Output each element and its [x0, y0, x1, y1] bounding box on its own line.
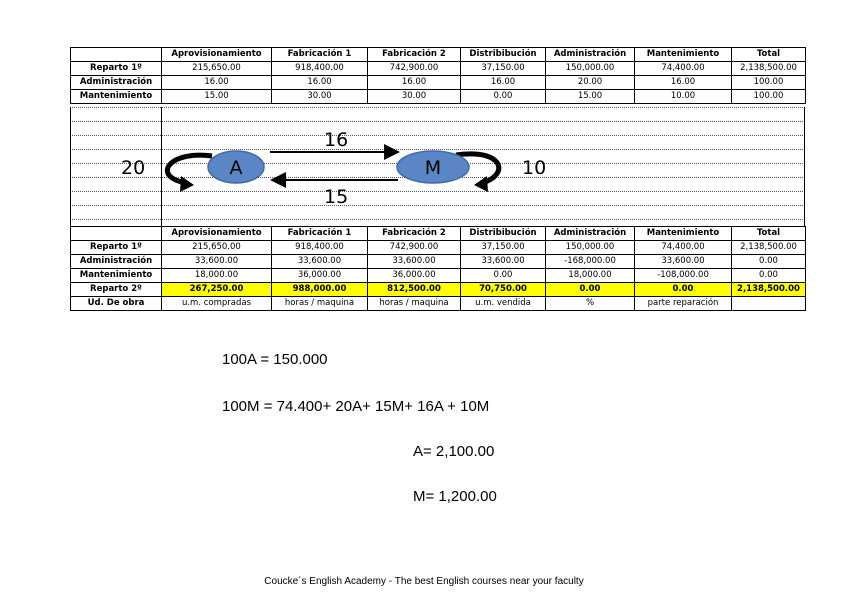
table-cell: 30.00	[272, 90, 368, 104]
table-cell: 74,400.00	[635, 62, 732, 76]
table-cell: 267,250.00	[162, 283, 272, 297]
row-label: Reparto 1º	[71, 241, 162, 255]
table-cell: 2,138,500.00	[732, 283, 806, 297]
cost-table-second-distribution	[70, 226, 806, 311]
table-cell: 100.00	[732, 90, 806, 104]
table-cell: 15.00	[162, 90, 272, 104]
table-cell: 16.00	[461, 76, 546, 90]
self-loop-a	[167, 155, 212, 183]
table-cell: 20.00	[546, 76, 635, 90]
row-label: Mantenimiento	[71, 269, 162, 283]
table-cell: 37,150.00	[461, 62, 546, 76]
node-a-label: A	[229, 157, 243, 179]
table-row	[71, 255, 806, 269]
table-cell: 36,000.00	[272, 269, 368, 283]
table-cell: %	[546, 297, 635, 311]
header-cell: Aprovisionamiento	[162, 227, 272, 241]
table-cell: 0.00	[732, 269, 806, 283]
header-cell: Administración	[546, 48, 635, 62]
table-header-row	[71, 227, 806, 241]
table-cell: 33,600.00	[272, 255, 368, 269]
table-cell: 33,600.00	[461, 255, 546, 269]
self-loop-m-value: 10	[522, 157, 547, 179]
table-cell: 215,650.00	[162, 241, 272, 255]
solution-m: M= 1,200.00	[413, 488, 497, 505]
table-cell: 30.00	[368, 90, 461, 104]
header-cell: Mantenimiento	[635, 48, 732, 62]
table-cell: 150,000.00	[546, 62, 635, 76]
row-label: Administración	[71, 76, 162, 90]
header-cell: Distribibución	[461, 48, 546, 62]
header-cell: Total	[732, 227, 806, 241]
arrow-m-to-a-value: 15	[324, 186, 349, 208]
arrow-a-to-m-value: 16	[324, 129, 349, 151]
table-cell: 742,900.00	[368, 241, 461, 255]
table-cell: horas / maquina	[368, 297, 461, 311]
self-loop-a-value: 20	[121, 157, 146, 179]
table-cell: 74,400.00	[635, 241, 732, 255]
row-label: Administración	[71, 255, 162, 269]
equation-maintenance: 100M = 74.400+ 20A+ 15M+ 16A + 10M	[222, 398, 490, 415]
table-cell: 0.00	[635, 283, 732, 297]
table-cell: 37,150.00	[461, 241, 546, 255]
table-cell: 33,600.00	[635, 255, 732, 269]
table-cell: 2,138,500.00	[732, 62, 806, 76]
table-cell: 918,400.00	[272, 241, 368, 255]
table-cell: 15.00	[546, 90, 635, 104]
equation-admin: 100A = 150.000	[222, 351, 328, 368]
table-cell: u.m. vendida	[461, 297, 546, 311]
table-cell: horas / maquina	[272, 297, 368, 311]
table-row	[71, 269, 806, 283]
header-cell: Mantenimiento	[635, 227, 732, 241]
table-cell: 988,000.00	[272, 283, 368, 297]
table-cell: 33,600.00	[162, 255, 272, 269]
table-cell: 215,650.00	[162, 62, 272, 76]
units-row	[71, 297, 806, 311]
header-cell: Fabricación 2	[368, 227, 461, 241]
table-cell: 16.00	[272, 76, 368, 90]
table-cell: u.m. compradas	[162, 297, 272, 311]
table-cell: 812,500.00	[368, 283, 461, 297]
page-footer: Coucke´s English Academy - The best English courses near your faculty	[264, 576, 584, 587]
header-cell: Total	[732, 48, 806, 62]
row-label: Mantenimiento	[71, 90, 162, 104]
header-cell: Fabricación 2	[368, 48, 461, 62]
self-loop-a-head	[180, 176, 194, 192]
solution-a: A= 2,100.00	[413, 443, 495, 460]
table-cell: 2,138,500.00	[732, 241, 806, 255]
header-cell: Fabricación 1	[272, 48, 368, 62]
table-cell: 16.00	[162, 76, 272, 90]
table-cell: -108,000.00	[635, 269, 732, 283]
table-cell: 742,900.00	[368, 62, 461, 76]
table-row	[71, 241, 806, 255]
header-cell: Distribibución	[461, 227, 546, 241]
header-cell: Administración	[546, 227, 635, 241]
table-cell: 0.00	[461, 90, 546, 104]
table-cell: 18,000.00	[162, 269, 272, 283]
row-label: Reparto 2º	[71, 283, 162, 297]
table-cell: 33,600.00	[368, 255, 461, 269]
table-cell: 18,000.00	[546, 269, 635, 283]
table-cell: -168,000.00	[546, 255, 635, 269]
table-cell: 918,400.00	[272, 62, 368, 76]
table-cell: 100.00	[732, 76, 806, 90]
table-cell: 0.00	[461, 269, 546, 283]
table-cell: 0.00	[546, 283, 635, 297]
header-cell: Aprovisionamiento	[162, 48, 272, 62]
table-cell: 10.00	[635, 90, 732, 104]
row-label: Reparto 1º	[71, 62, 162, 76]
table-cell: 70,750.00	[461, 283, 546, 297]
header-cell	[71, 227, 162, 241]
highlighted-total-row	[71, 283, 806, 297]
table-cell: parte reparación	[635, 297, 732, 311]
header-cell: Fabricación 1	[272, 227, 368, 241]
self-loop-m-head	[474, 176, 488, 192]
table-cell	[732, 297, 806, 311]
row-label: Ud. De obra	[71, 297, 162, 311]
table-cell: 150,000.00	[546, 241, 635, 255]
table-cell: 36,000.00	[368, 269, 461, 283]
node-m-label: M	[424, 157, 442, 179]
table-cell: 0.00	[732, 255, 806, 269]
table-cell: 16.00	[368, 76, 461, 90]
table-cell: 16.00	[635, 76, 732, 90]
